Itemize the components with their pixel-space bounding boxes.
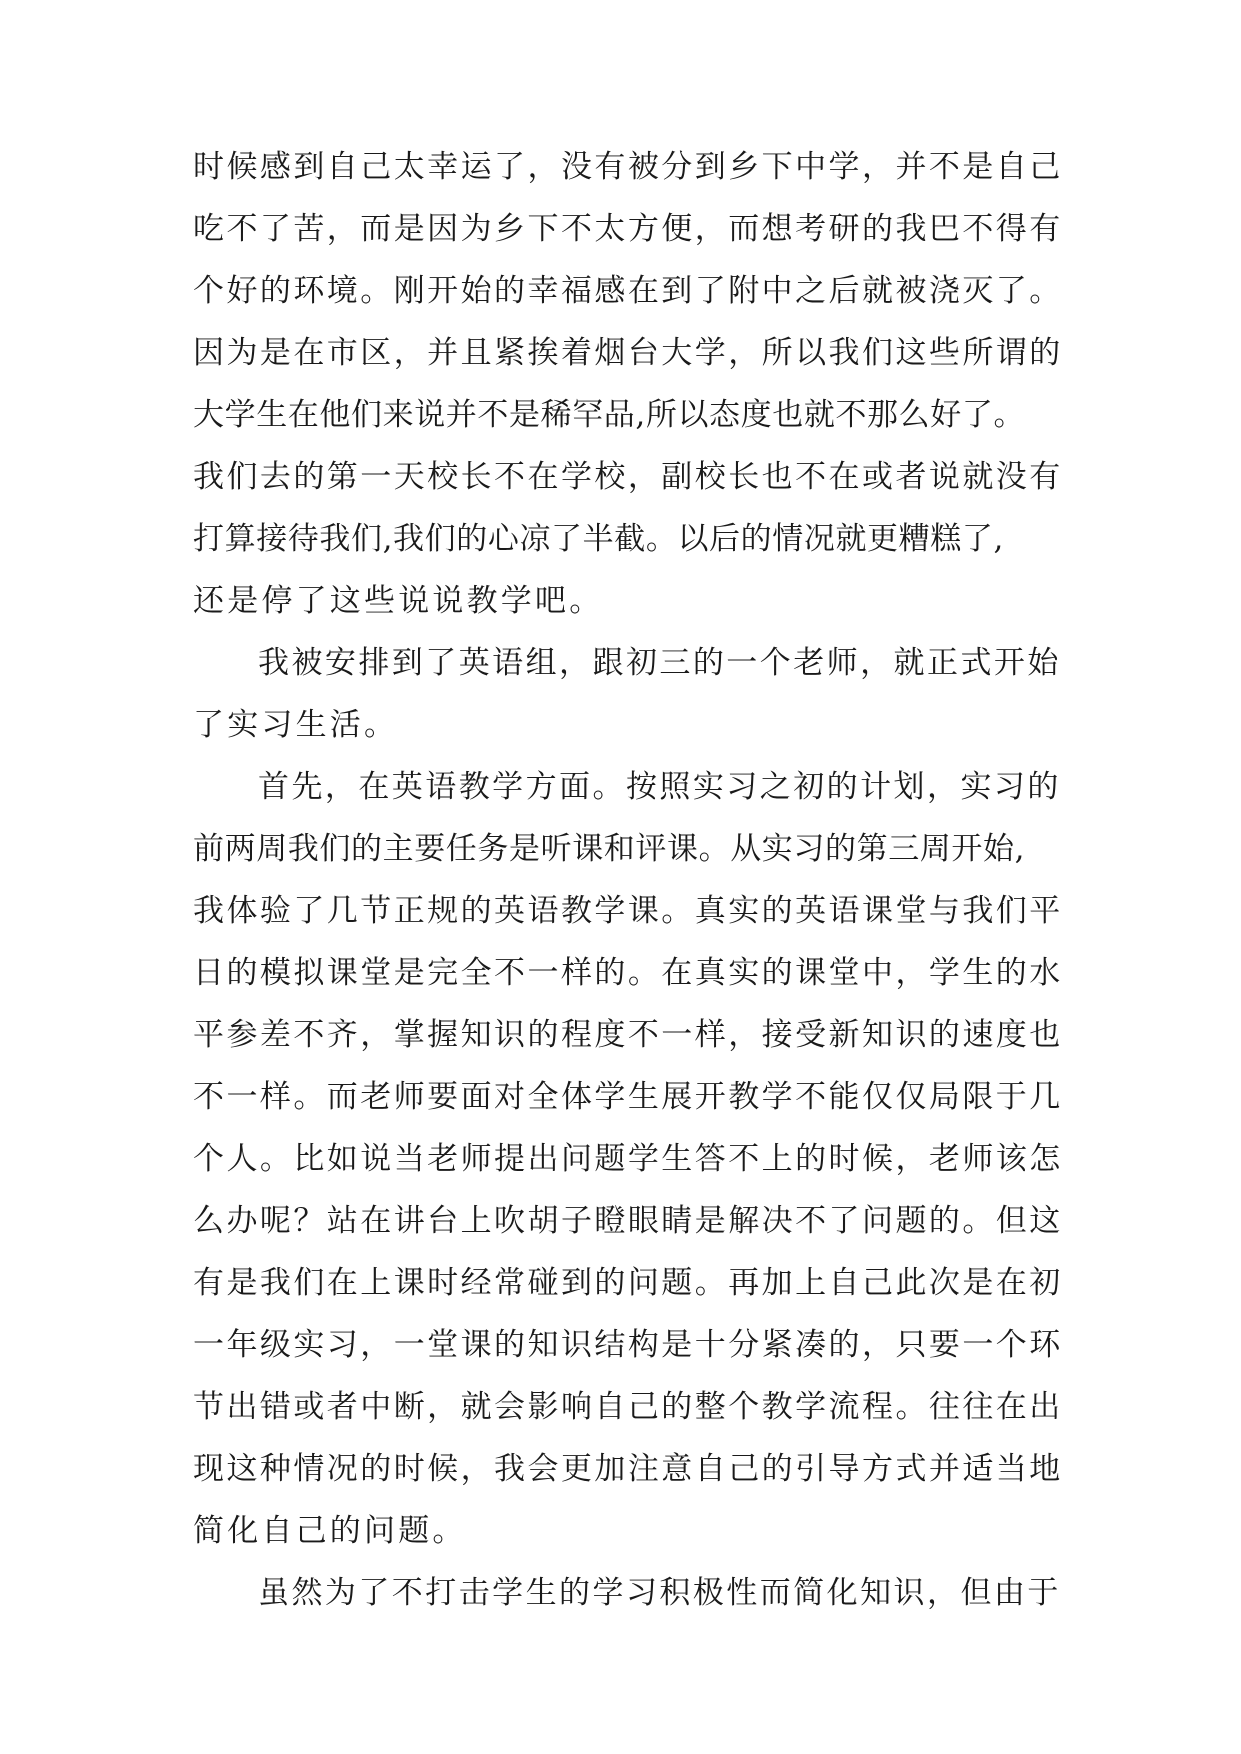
paragraph-line: 还是停了这些说说教学吧。 [193,583,604,619]
paragraph-line: 个好的环境。刚开始的幸福感在到了附中之后就被浇灭了。 [193,273,1063,309]
paragraph-line: 有是我们在上课时经常碰到的问题。再加上自己此次是在初 [193,1265,1063,1301]
paragraph-line: 大学生在他们来说并不是稀罕品,所以态度也就不那么好了。 [193,397,1026,433]
paragraph-line: 平参差不齐，掌握知识的程度不一样，接受新知识的速度也 [193,1017,1063,1053]
paragraph-line: 日的模拟课堂是完全不一样的。在真实的课堂中，学生的水 [193,955,1063,991]
paragraph-line: 我被安排到了英语组，跟初三的一个老师，就正式开始 [258,645,1061,681]
paragraph-line: 打算接待我们,我们的心凉了半截。以后的情况就更糟糕了, [193,521,1004,557]
paragraph-line: 现这种情况的时候，我会更加注意自己的引导方式并适当地 [193,1451,1063,1487]
paragraph-line: 不一样。而老师要面对全体学生展开教学不能仅仅局限于几 [193,1079,1063,1115]
paragraph-line: 一年级实习，一堂课的知识结构是十分紧凑的，只要一个环 [193,1327,1063,1363]
paragraph-line: 前两周我们的主要任务是听课和评课。从实习的第三周开始, [193,831,1026,867]
paragraph-line: 我们去的第一天校长不在学校，副校长也不在或者说就没有 [193,459,1063,495]
paragraph-line: 了实习生活。 [193,707,399,743]
paragraph-line: 首先，在英语教学方面。按照实习之初的计划，实习的 [258,769,1061,805]
paragraph-line: 吃不了苦，而是因为乡下不太方便，而想考研的我巴不得有 [193,211,1063,247]
paragraph-line: 简化自己的问题。 [193,1513,467,1549]
paragraph-line: 我体验了几节正规的英语教学课。真实的英语课堂与我们平 [193,893,1063,929]
paragraph-line: 么办呢？站在讲台上吹胡子瞪眼睛是解决不了问题的。但这 [193,1203,1063,1239]
paragraph-line: 节出错或者中断，就会影响自己的整个教学流程。往往在出 [193,1389,1063,1425]
paragraph-line: 个人。比如说当老师提出问题学生答不上的时候，老师该怎 [193,1141,1063,1177]
paragraph-line: 因为是在市区，并且紧挨着烟台大学，所以我们这些所谓的 [193,335,1063,371]
paragraph-line: 虽然为了不打击学生的学习积极性而简化知识，但由于 [258,1575,1061,1611]
paragraph-line: 时候感到自己太幸运了，没有被分到乡下中学，并不是自己 [193,149,1063,185]
